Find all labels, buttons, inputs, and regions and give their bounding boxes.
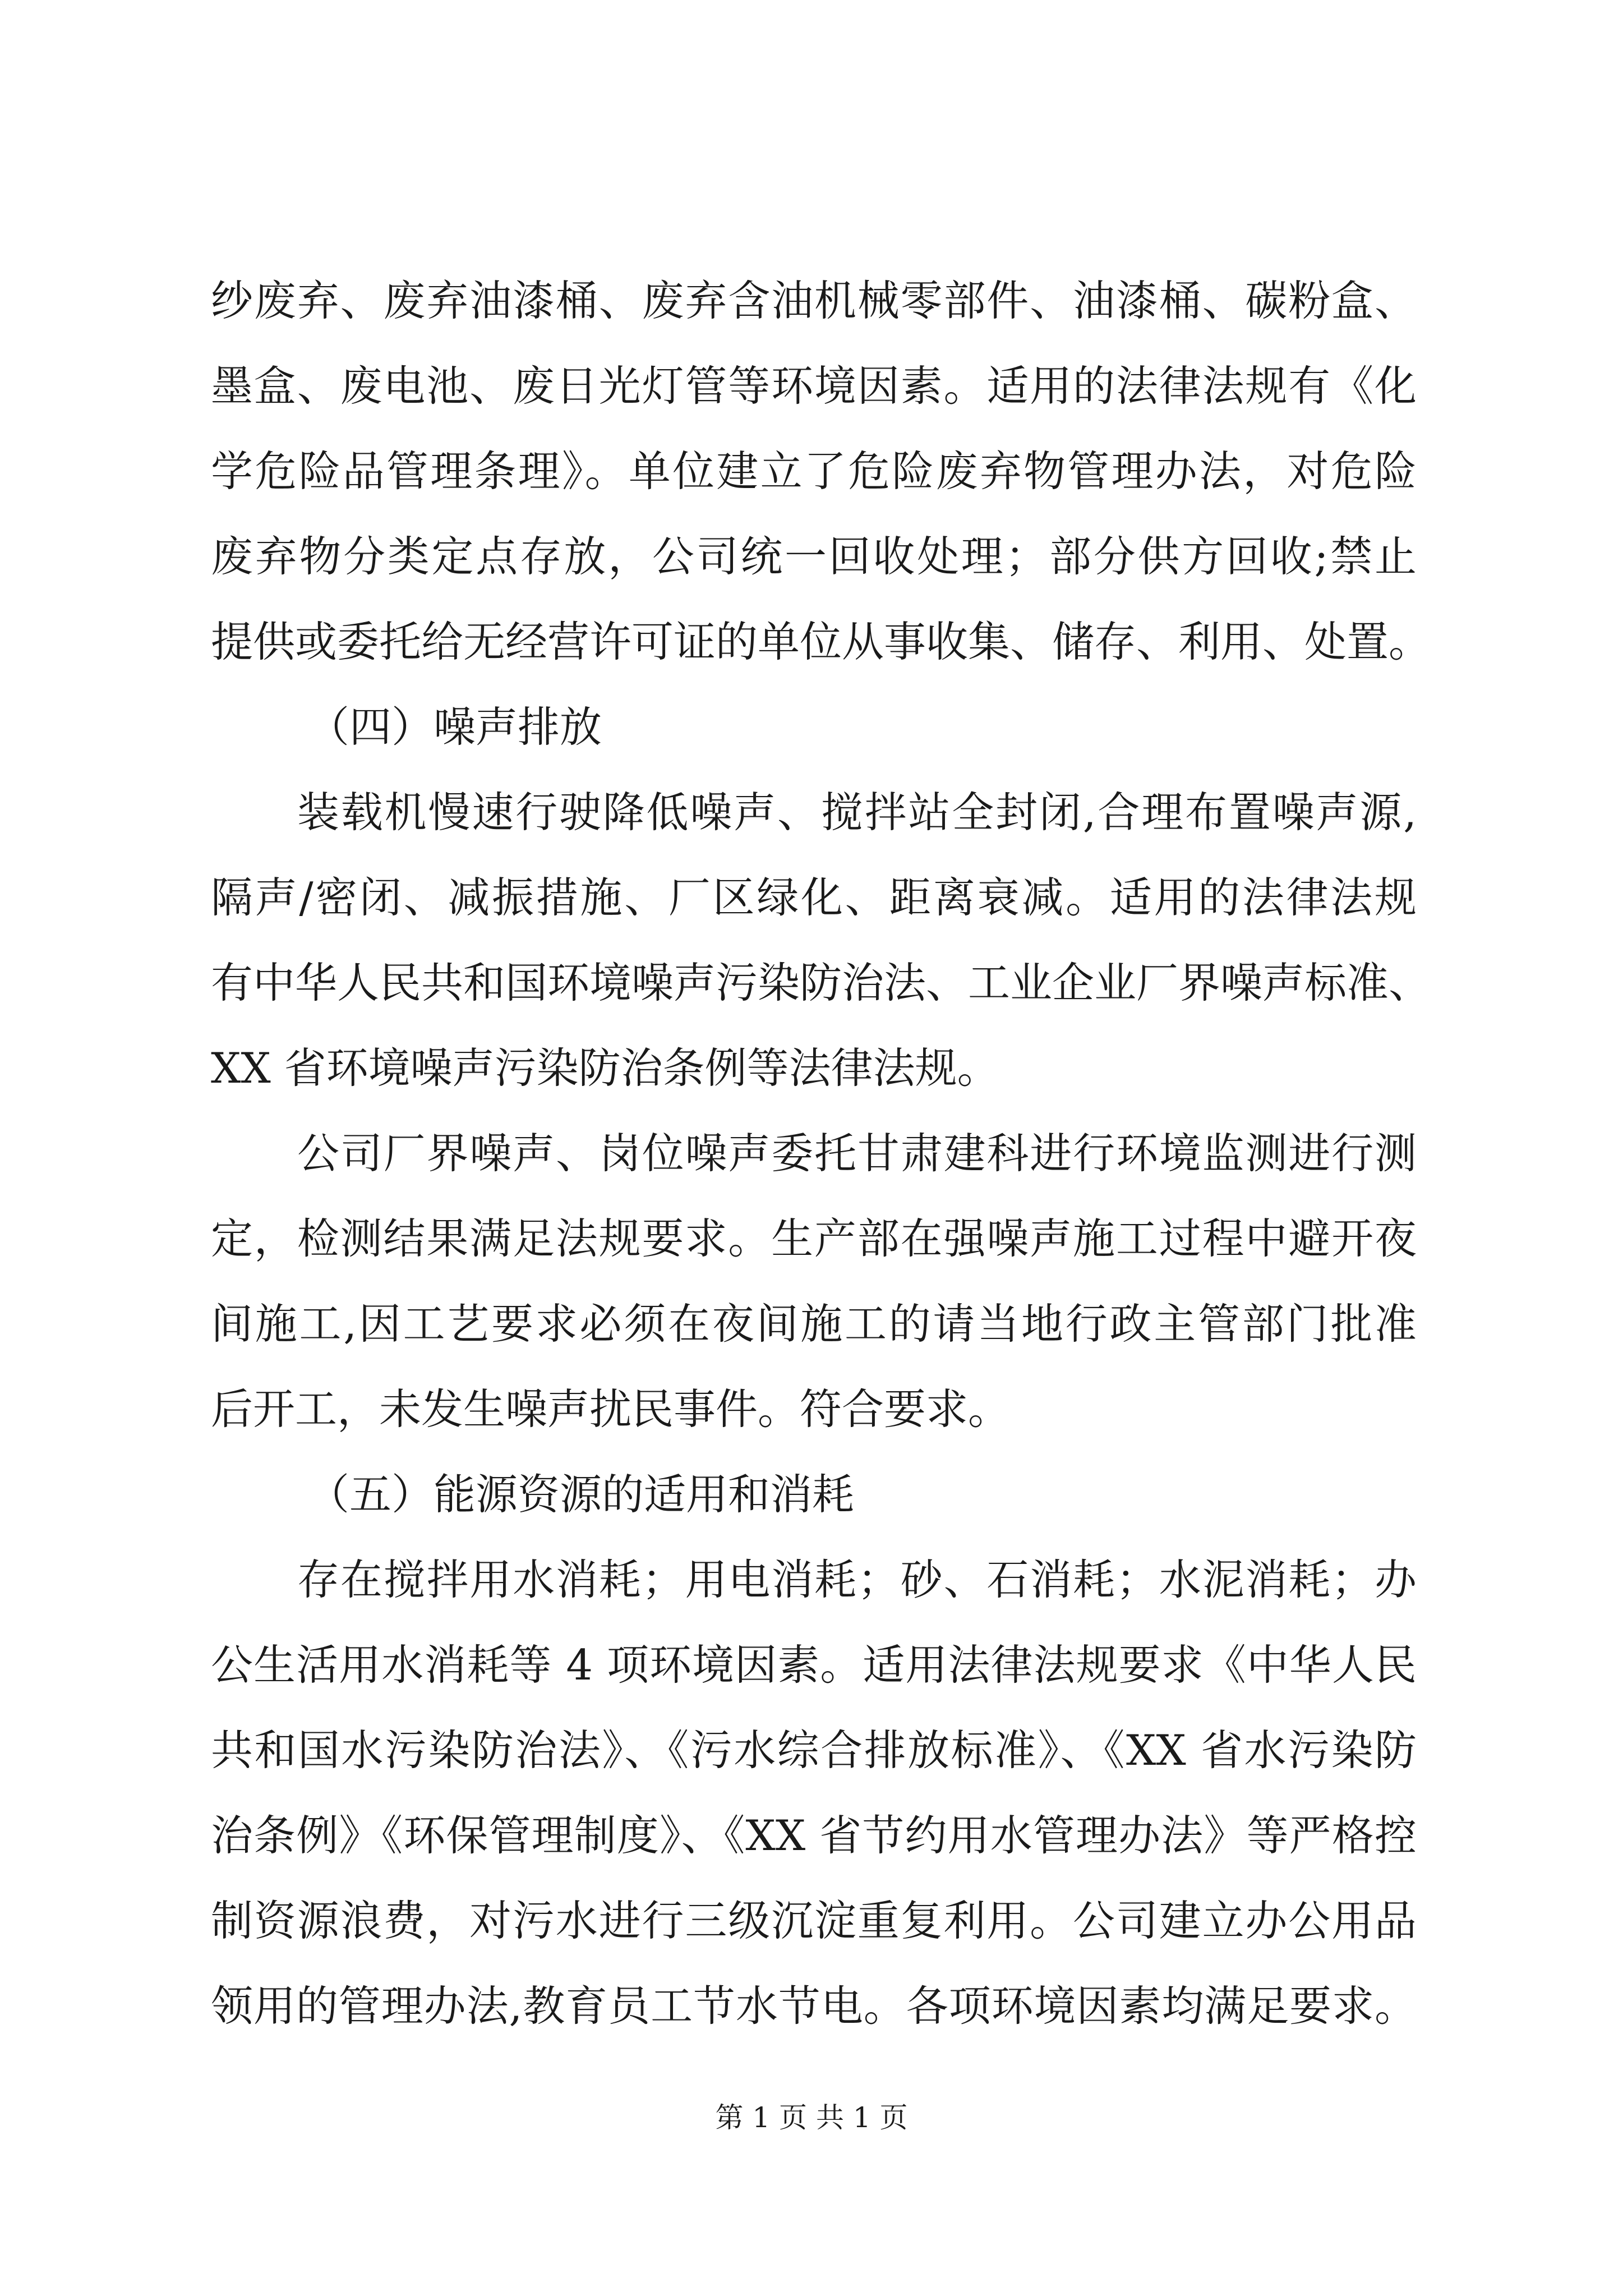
text-line: 隔声/密闭、减振措施、厂区绿化、距离衰减。适用的法律法规 bbox=[211, 873, 1417, 922]
text-line: 墨盒、废电池、废日光灯管等环境因素。适用的法律法规有《化 bbox=[211, 361, 1417, 411]
text-line: 提供或委托给无经营许可证的单位从事收集、储存、利用、处置。 bbox=[211, 617, 1431, 666]
text-line: 制资源浪费，对污水进行三级沉淀重复利用。公司建立办公用品 bbox=[211, 1896, 1417, 1945]
paragraph-noise-monitoring bbox=[211, 1111, 1417, 1452]
text-line: 纱废弃、废弃油漆桶、废弃含油机械零部件、油漆桶、碳粉盒、 bbox=[211, 276, 1417, 325]
document-body bbox=[211, 258, 1431, 2049]
text-line: 后开工，未发生噪声扰民事件。符合要求。 bbox=[211, 1384, 1011, 1434]
text-line: 存在搅拌用水消耗；用电消耗；砂、石消耗；水泥消耗；办 bbox=[297, 1555, 1417, 1604]
text-line: 废弃物分类定点存放，公司统一回收处理；部分供方回收;禁止 bbox=[211, 532, 1417, 581]
text-line: 间施工,因工艺要求必须在夜间施工的请当地行政主管部门批准 bbox=[211, 1299, 1417, 1349]
text-line: 有中华人民共和国环境噪声污染防治法、工业企业厂界噪声标准、 bbox=[211, 958, 1431, 1007]
text-line: 装载机慢速行驶降低噪声、搅拌站全封闭,合理布置噪声源, bbox=[297, 788, 1417, 837]
text-line: XX 省环境噪声污染防治条例等法律法规。 bbox=[211, 1043, 999, 1093]
text-line: 公生活用水消耗等 4 项环境因素。适用法律法规要求《中华人民 bbox=[211, 1640, 1417, 1690]
paragraph-hazardous-waste bbox=[211, 258, 1431, 684]
text-line: 治条例》《环保管理制度》、《XX 省节约用水管理办法》等严格控 bbox=[211, 1811, 1417, 1860]
text-line: 领用的管理办法,教育员工节水节电。各项环境因素均满足要求。 bbox=[211, 1981, 1417, 2031]
section-heading-noise: （四）噪声排放 bbox=[307, 702, 602, 752]
paragraph-noise-measures bbox=[211, 770, 1431, 1111]
page-footer: 第 1 页 共 1 页 bbox=[715, 2101, 908, 2134]
text-line: 公司厂界噪声、岗位噪声委托甘肃建科进行环境监测进行测 bbox=[297, 1129, 1417, 1178]
text-line: 共和国水污染防治法》、《污水综合排放标准》、《XX 省水污染防 bbox=[211, 1726, 1417, 1775]
paragraph-energy-consumption bbox=[211, 1537, 1417, 2049]
section-heading-energy: （五）能源资源的适用和消耗 bbox=[307, 1470, 855, 1519]
text-line: 学危险品管理条理》。单位建立了危险废弃物管理办法，对危险 bbox=[211, 447, 1417, 496]
text-line: 定，检测结果满足法规要求。生产部在强噪声施工过程中避开夜 bbox=[211, 1214, 1417, 1263]
